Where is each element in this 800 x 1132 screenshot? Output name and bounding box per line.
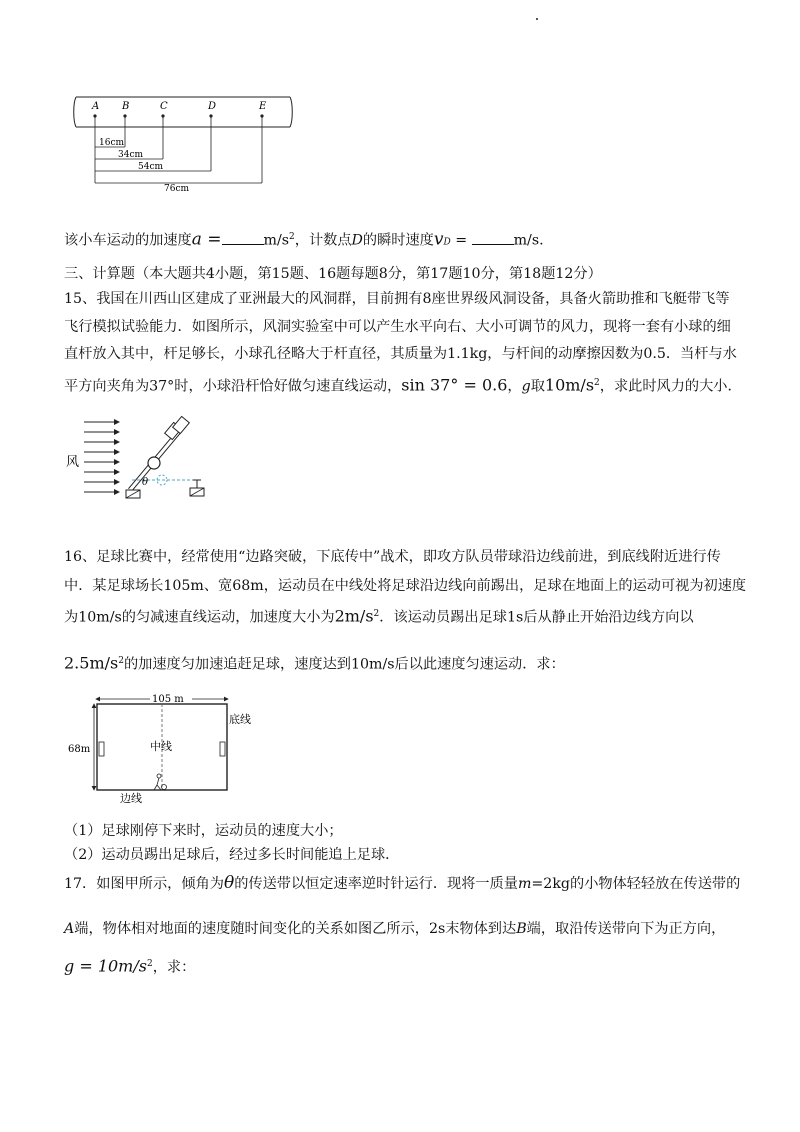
wind-arrows xyxy=(84,422,119,492)
q17-line3: $g = 10m/s^2$，求： xyxy=(64,956,196,976)
tape-point-A: A xyxy=(92,101,100,112)
q15-line3: 直杆放入其中，杆足够长，小球孔径略大于杆直径，其质量为1.1kg，与杆间的动摩擦因数为0.5．当杆与水 xyxy=(64,346,737,362)
midline-label: 中线 xyxy=(150,740,172,753)
tape-point-D: D xyxy=(208,101,217,112)
q16-sub2: （2）运动员踢出足球后，经过多长时间能追上足球． xyxy=(64,847,400,863)
page-dot xyxy=(536,18,538,20)
section3-heading: 三、计算题（本大题共4小题，第15题、16题每题8分，第17题10分，第18题12分） xyxy=(64,266,602,282)
tape-point-C: C xyxy=(160,101,168,112)
q15-line4: 平方向夹角为37°时，小球沿杆恰好做匀速直线运动，sin 37° = 0.6，g取$10m/s^2$，求此时风力的大小． xyxy=(64,375,742,395)
q15-line1: 15、我国在川西山区建成了亚洲最大的风洞群，目前拥有8座世界级风洞设备，具备火箭助推和飞艇带飞等 xyxy=(64,291,730,307)
football-field-figure xyxy=(64,690,274,805)
velocity-blank[interactable] xyxy=(472,230,514,245)
tape-distance-AC: 34cm xyxy=(118,150,144,160)
q15-line2: 飞行模拟试验能力．如图所示，风洞实验室中可以产生水平向右、大小可调节的风力，现将一套有小球的细 xyxy=(64,319,731,335)
accel-blank[interactable] xyxy=(222,230,264,245)
wind-label: 风 xyxy=(66,455,80,470)
accel-symbol: a = xyxy=(191,229,222,250)
tape-distance-AB: 16cm xyxy=(99,138,125,148)
wind-tunnel-figure xyxy=(64,410,214,505)
field-length-label: 105 m xyxy=(152,694,184,705)
q16-line1: 16、足球比赛中，经常使用“边路突破，下底传中”战术，即攻方队员带球沿边线前进，到底线附近进行传 xyxy=(64,549,721,565)
tape-points xyxy=(91,101,267,112)
baseline-label: 底线 xyxy=(229,713,251,726)
tape-point-B: B xyxy=(122,101,130,112)
tape-distance-AD: 54cm xyxy=(138,162,164,172)
tape-point-E: E xyxy=(259,101,267,112)
tape-figure xyxy=(70,95,300,195)
q16-line2: 中．某足球场长105m、宽68m，运动员在中线处将足球沿边线向前踢出，足球在地面上的运动可视为初速度 xyxy=(64,578,747,594)
q16-line3: 为10m/s的匀减速直线运动，加速度大小为$2m/s^2$．该运动员踢出足球1s后从静止开始沿边线方向以 xyxy=(64,606,694,626)
theta-label: θ xyxy=(142,477,149,488)
q16-line4: $2.5m/s^2$的加速度匀加速追赶足球，速度达到10m/s后以此速度匀速运动．求： xyxy=(64,653,565,673)
sin-expression: sin 37° = 0.6 xyxy=(401,375,508,395)
q17-line2: A端，物体相对地面的速度随时间变化的关系如图乙所示，2s末物体到达B端，取沿传送带向下为正方向， xyxy=(64,921,726,937)
tape-distance-AE: 76cm xyxy=(164,184,190,194)
sideline-label: 边线 xyxy=(120,792,142,805)
field-width-label: 68m xyxy=(68,744,91,755)
q17-line1: 17．如图甲所示，倾角为θ的传送带以恒定速率逆时针运行．现将一质量m=2kg的小物体轻轻放在传送带的 xyxy=(64,873,741,893)
ball xyxy=(148,457,160,469)
q16-sub1: （1）足球刚停下来时，运动员的速度大小； xyxy=(64,823,343,839)
q14-answer-line: 该小车运动的加速度$a = m/s^2$，计数点D的瞬时速度vD = m/s. xyxy=(64,229,544,250)
